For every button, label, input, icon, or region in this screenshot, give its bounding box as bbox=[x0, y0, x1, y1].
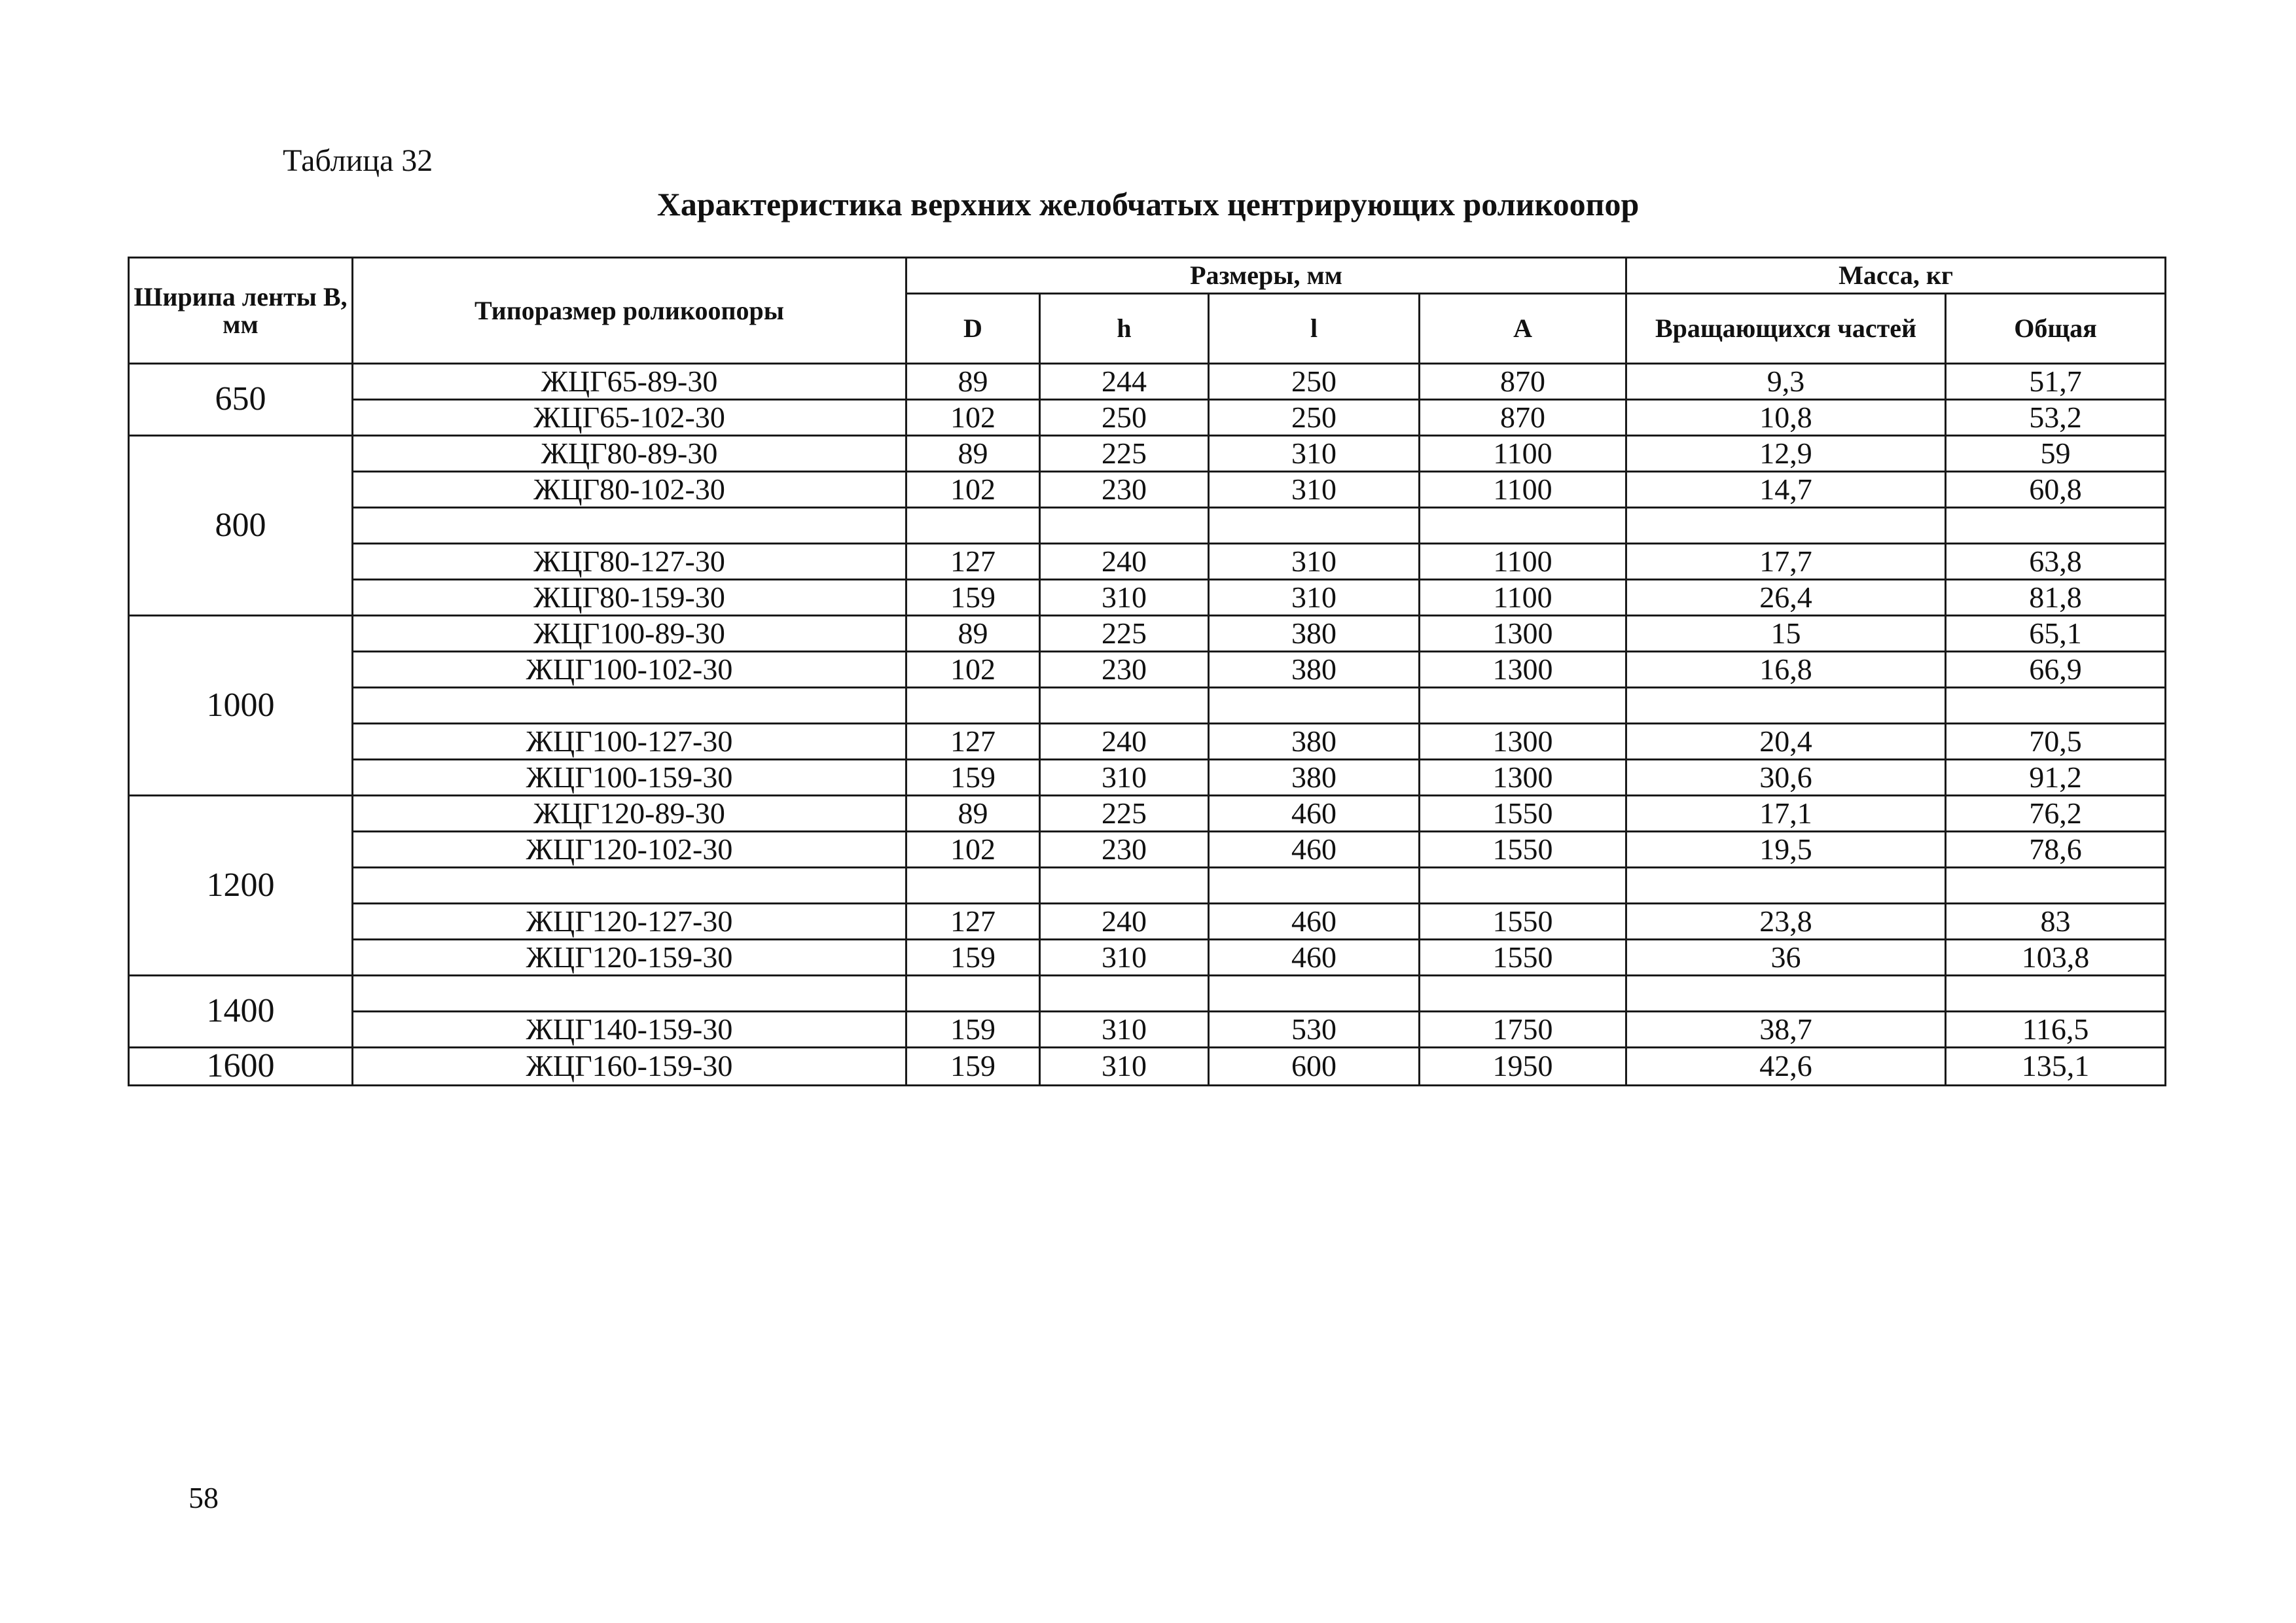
type-size-cell: ЖЦГ120-89-30 bbox=[353, 796, 906, 832]
mass-rotating-cell: 36 bbox=[1626, 940, 1946, 976]
table-row bbox=[129, 688, 2166, 724]
dim-A-cell: 870 bbox=[1420, 400, 1626, 436]
dim-l-cell: 600 bbox=[1209, 1048, 1420, 1086]
type-size-cell bbox=[353, 688, 906, 724]
dim-D-cell: 159 bbox=[906, 760, 1040, 796]
mass-rotating-cell: 10,8 bbox=[1626, 400, 1946, 436]
dim-D-cell: 159 bbox=[906, 940, 1040, 976]
dim-l-cell: 460 bbox=[1209, 796, 1420, 832]
dim-D-cell: 102 bbox=[906, 472, 1040, 508]
table-row bbox=[129, 1048, 2166, 1086]
dim-h-cell: 225 bbox=[1040, 436, 1209, 472]
dim-A-cell: 1750 bbox=[1420, 1012, 1626, 1048]
type-size-cell: ЖЦГ120-159-30 bbox=[353, 940, 906, 976]
belt-width-cell: 800 bbox=[129, 436, 353, 616]
dim-D-cell bbox=[906, 688, 1040, 724]
dim-l-cell: 380 bbox=[1209, 652, 1420, 688]
type-size-cell: ЖЦГ100-127-30 bbox=[353, 724, 906, 760]
dim-D-cell: 127 bbox=[906, 724, 1040, 760]
dim-h-cell: 240 bbox=[1040, 544, 1209, 580]
type-size-cell: ЖЦГ80-89-30 bbox=[353, 436, 906, 472]
table-row bbox=[129, 364, 2166, 400]
mass-total-cell: 70,5 bbox=[1946, 724, 2166, 760]
table-row bbox=[129, 760, 2166, 796]
header-h: h bbox=[1040, 294, 1209, 364]
dim-h-cell: 225 bbox=[1040, 796, 1209, 832]
mass-total-cell: 78,6 bbox=[1946, 832, 2166, 868]
type-size-cell: ЖЦГ100-102-30 bbox=[353, 652, 906, 688]
table-row bbox=[129, 796, 2166, 832]
dim-h-cell: 240 bbox=[1040, 904, 1209, 940]
belt-width-cell: 1000 bbox=[129, 616, 353, 796]
dim-h-cell: 230 bbox=[1040, 652, 1209, 688]
dim-h-cell bbox=[1040, 976, 1209, 1012]
header-D: D bbox=[906, 294, 1040, 364]
dim-D-cell bbox=[906, 976, 1040, 1012]
dim-l-cell: 530 bbox=[1209, 1012, 1420, 1048]
type-size-cell bbox=[353, 976, 906, 1012]
mass-rotating-cell: 9,3 bbox=[1626, 364, 1946, 400]
dim-h-cell: 310 bbox=[1040, 580, 1209, 616]
dim-h-cell: 225 bbox=[1040, 616, 1209, 652]
table-row bbox=[129, 904, 2166, 940]
dim-D-cell: 89 bbox=[906, 436, 1040, 472]
header-l: l bbox=[1209, 294, 1420, 364]
mass-rotating-cell bbox=[1626, 688, 1946, 724]
belt-width-cell: 650 bbox=[129, 364, 353, 436]
mass-total-cell: 60,8 bbox=[1946, 472, 2166, 508]
belt-width-cell: 1600 bbox=[129, 1048, 353, 1086]
mass-total-cell: 76,2 bbox=[1946, 796, 2166, 832]
type-size-cell: ЖЦГ160-159-30 bbox=[353, 1048, 906, 1086]
dim-A-cell: 1550 bbox=[1420, 796, 1626, 832]
mass-rotating-cell: 14,7 bbox=[1626, 472, 1946, 508]
mass-total-cell: 53,2 bbox=[1946, 400, 2166, 436]
dim-l-cell bbox=[1209, 976, 1420, 1012]
table-row bbox=[129, 616, 2166, 652]
dim-D-cell bbox=[906, 868, 1040, 904]
mass-total-cell: 51,7 bbox=[1946, 364, 2166, 400]
dim-D-cell: 102 bbox=[906, 400, 1040, 436]
dim-D-cell: 102 bbox=[906, 832, 1040, 868]
table-row bbox=[129, 652, 2166, 688]
dim-h-cell: 230 bbox=[1040, 472, 1209, 508]
dim-h-cell: 250 bbox=[1040, 400, 1209, 436]
dim-A-cell: 1300 bbox=[1420, 724, 1626, 760]
mass-total-cell: 91,2 bbox=[1946, 760, 2166, 796]
dim-D-cell: 159 bbox=[906, 580, 1040, 616]
dim-A-cell: 1550 bbox=[1420, 832, 1626, 868]
belt-width-cell: 1200 bbox=[129, 796, 353, 976]
dim-A-cell bbox=[1420, 976, 1626, 1012]
mass-rotating-cell: 17,1 bbox=[1626, 796, 1946, 832]
mass-rotating-cell bbox=[1626, 868, 1946, 904]
header-A: A bbox=[1420, 294, 1626, 364]
type-size-cell: ЖЦГ120-102-30 bbox=[353, 832, 906, 868]
type-size-cell: ЖЦГ140-159-30 bbox=[353, 1012, 906, 1048]
mass-total-cell bbox=[1946, 508, 2166, 544]
dim-h-cell bbox=[1040, 508, 1209, 544]
mass-rotating-cell: 16,8 bbox=[1626, 652, 1946, 688]
dim-l-cell: 380 bbox=[1209, 724, 1420, 760]
dim-D-cell: 127 bbox=[906, 544, 1040, 580]
dim-A-cell: 1100 bbox=[1420, 436, 1626, 472]
dim-h-cell: 310 bbox=[1040, 1012, 1209, 1048]
dim-D-cell: 89 bbox=[906, 364, 1040, 400]
type-size-cell: ЖЦГ120-127-30 bbox=[353, 904, 906, 940]
mass-total-cell bbox=[1946, 868, 2166, 904]
mass-total-cell: 103,8 bbox=[1946, 940, 2166, 976]
mass-rotating-cell bbox=[1626, 508, 1946, 544]
header-dimensions-group: Размеры, мм bbox=[906, 258, 1626, 294]
header-mass-group: Масса, кг bbox=[1626, 258, 2166, 294]
table-row bbox=[129, 400, 2166, 436]
mass-rotating-cell: 30,6 bbox=[1626, 760, 1946, 796]
header-belt-width: Ширипа ленты В, мм bbox=[129, 258, 353, 364]
dim-A-cell: 1300 bbox=[1420, 616, 1626, 652]
dim-l-cell: 380 bbox=[1209, 616, 1420, 652]
table-row bbox=[129, 940, 2166, 976]
dim-A-cell: 1100 bbox=[1420, 544, 1626, 580]
mass-rotating-cell: 20,4 bbox=[1626, 724, 1946, 760]
mass-total-cell bbox=[1946, 688, 2166, 724]
type-size-cell: ЖЦГ80-102-30 bbox=[353, 472, 906, 508]
mass-total-cell: 81,8 bbox=[1946, 580, 2166, 616]
dim-l-cell: 460 bbox=[1209, 940, 1420, 976]
dim-A-cell: 870 bbox=[1420, 364, 1626, 400]
dim-D-cell: 89 bbox=[906, 796, 1040, 832]
type-size-cell: ЖЦГ80-127-30 bbox=[353, 544, 906, 580]
dim-l-cell bbox=[1209, 688, 1420, 724]
mass-rotating-cell: 12,9 bbox=[1626, 436, 1946, 472]
dim-l-cell: 310 bbox=[1209, 472, 1420, 508]
dim-l-cell bbox=[1209, 868, 1420, 904]
dim-A-cell: 1550 bbox=[1420, 904, 1626, 940]
dim-l-cell: 460 bbox=[1209, 904, 1420, 940]
mass-rotating-cell: 19,5 bbox=[1626, 832, 1946, 868]
table-row bbox=[129, 472, 2166, 508]
dim-D-cell bbox=[906, 508, 1040, 544]
mass-rotating-cell: 15 bbox=[1626, 616, 1946, 652]
belt-width-cell: 1400 bbox=[129, 976, 353, 1048]
dim-A-cell: 1300 bbox=[1420, 760, 1626, 796]
dim-l-cell: 310 bbox=[1209, 580, 1420, 616]
dim-h-cell bbox=[1040, 688, 1209, 724]
table-row bbox=[129, 724, 2166, 760]
page-number: 58 bbox=[188, 1481, 219, 1514]
type-size-cell bbox=[353, 508, 906, 544]
dim-A-cell: 1100 bbox=[1420, 472, 1626, 508]
mass-rotating-cell: 23,8 bbox=[1626, 904, 1946, 940]
dim-l-cell: 460 bbox=[1209, 832, 1420, 868]
mass-total-cell: 83 bbox=[1946, 904, 2166, 940]
table-caption: Таблица 32 bbox=[283, 143, 433, 178]
dim-A-cell bbox=[1420, 508, 1626, 544]
dim-h-cell: 240 bbox=[1040, 724, 1209, 760]
table-row bbox=[129, 508, 2166, 544]
type-size-cell: ЖЦГ100-89-30 bbox=[353, 616, 906, 652]
dim-D-cell: 159 bbox=[906, 1012, 1040, 1048]
mass-total-cell: 116,5 bbox=[1946, 1012, 2166, 1048]
dim-A-cell: 1950 bbox=[1420, 1048, 1626, 1086]
table-row bbox=[129, 832, 2166, 868]
header-type-size: Типоразмер роликоопоры bbox=[353, 258, 906, 364]
dim-A-cell: 1100 bbox=[1420, 580, 1626, 616]
rollers-spec-table bbox=[128, 257, 2166, 1086]
table-row bbox=[129, 868, 2166, 904]
mass-rotating-cell: 42,6 bbox=[1626, 1048, 1946, 1086]
mass-total-cell: 65,1 bbox=[1946, 616, 2166, 652]
dim-A-cell bbox=[1420, 688, 1626, 724]
dim-D-cell: 102 bbox=[906, 652, 1040, 688]
mass-rotating-cell: 17,7 bbox=[1626, 544, 1946, 580]
type-size-cell bbox=[353, 868, 906, 904]
type-size-cell: ЖЦГ65-89-30 bbox=[353, 364, 906, 400]
dim-l-cell: 250 bbox=[1209, 400, 1420, 436]
dim-A-cell: 1300 bbox=[1420, 652, 1626, 688]
dim-D-cell: 159 bbox=[906, 1048, 1040, 1086]
mass-rotating-cell: 26,4 bbox=[1626, 580, 1946, 616]
dim-l-cell: 250 bbox=[1209, 364, 1420, 400]
dim-l-cell: 380 bbox=[1209, 760, 1420, 796]
table-row bbox=[129, 436, 2166, 472]
mass-total-cell: 59 bbox=[1946, 436, 2166, 472]
header-rotating-parts: Вращающихся частей bbox=[1626, 294, 1946, 364]
mass-total-cell bbox=[1946, 976, 2166, 1012]
dim-h-cell bbox=[1040, 868, 1209, 904]
mass-total-cell: 63,8 bbox=[1946, 544, 2166, 580]
type-size-cell: ЖЦГ65-102-30 bbox=[353, 400, 906, 436]
dim-h-cell: 310 bbox=[1040, 760, 1209, 796]
dim-l-cell bbox=[1209, 508, 1420, 544]
table-body bbox=[129, 364, 2166, 1086]
dim-A-cell: 1550 bbox=[1420, 940, 1626, 976]
mass-rotating-cell bbox=[1626, 976, 1946, 1012]
mass-total-cell: 135,1 bbox=[1946, 1048, 2166, 1086]
table-row bbox=[129, 544, 2166, 580]
header-total-mass: Общая bbox=[1946, 294, 2166, 364]
table-row bbox=[129, 580, 2166, 616]
dim-D-cell: 89 bbox=[906, 616, 1040, 652]
dim-D-cell: 127 bbox=[906, 904, 1040, 940]
mass-rotating-cell: 38,7 bbox=[1626, 1012, 1946, 1048]
dim-h-cell: 244 bbox=[1040, 364, 1209, 400]
type-size-cell: ЖЦГ80-159-30 bbox=[353, 580, 906, 616]
table-row bbox=[129, 976, 2166, 1012]
dim-l-cell: 310 bbox=[1209, 544, 1420, 580]
dim-l-cell: 310 bbox=[1209, 436, 1420, 472]
mass-total-cell: 66,9 bbox=[1946, 652, 2166, 688]
dim-h-cell: 310 bbox=[1040, 1048, 1209, 1086]
type-size-cell: ЖЦГ100-159-30 bbox=[353, 760, 906, 796]
dim-A-cell bbox=[1420, 868, 1626, 904]
dim-h-cell: 310 bbox=[1040, 940, 1209, 976]
table-row bbox=[129, 1012, 2166, 1048]
page-title: Характеристика верхних желобчатых центрирующих роликоопор bbox=[656, 186, 1640, 223]
dim-h-cell: 230 bbox=[1040, 832, 1209, 868]
